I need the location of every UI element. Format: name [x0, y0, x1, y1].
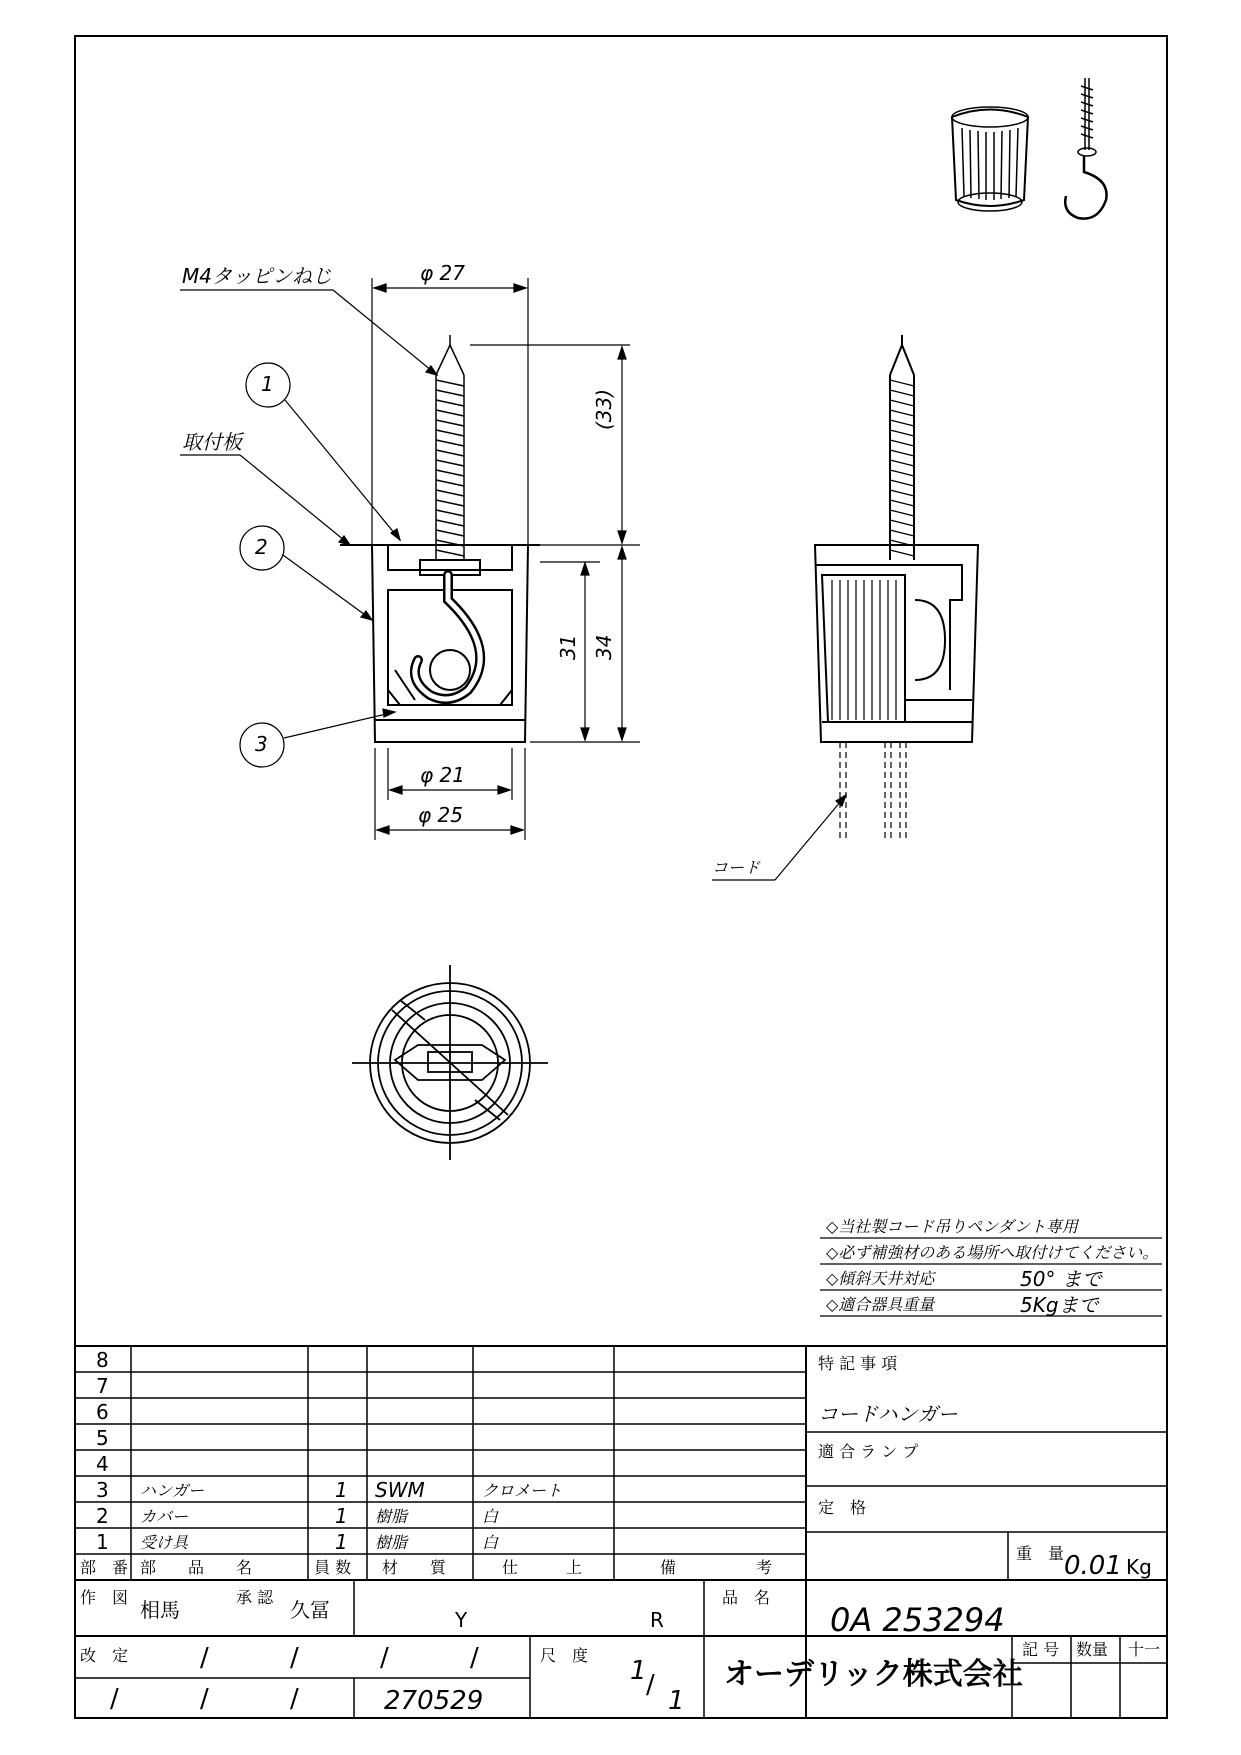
weight-unit: Kg: [1126, 1555, 1152, 1579]
dimension-34-label: 34: [592, 634, 616, 660]
row-7-no: 7: [96, 1374, 109, 1398]
row-1-finish: 白: [482, 1533, 499, 1552]
drawn-name: 相馬: [140, 1598, 180, 1622]
company-name: オーデリック株式会社: [724, 1657, 1023, 1692]
header-name: 部 品 名: [140, 1558, 253, 1577]
dimension-33-label: (33): [592, 388, 616, 430]
revision-slash-2: /: [290, 1643, 299, 1673]
balloon-3-label: 3: [255, 732, 268, 756]
dimension-lines: [372, 278, 640, 840]
row-5-no: 5: [96, 1426, 109, 1450]
row-1-qty: 1: [335, 1530, 348, 1554]
approved-label: 承 認: [236, 1588, 274, 1607]
note-2: ◇必ず補強材のある場所へ取付けてください。: [826, 1243, 1159, 1262]
header-finish: 仕 上: [502, 1558, 583, 1577]
screw-label: M4タッピンねじ: [182, 264, 332, 288]
product-name-label: 品 名: [722, 1588, 771, 1607]
note-3: ◇傾斜天井対応: [826, 1269, 935, 1288]
row-2-no: 2: [96, 1504, 109, 1528]
revision-slash-1: /: [200, 1643, 209, 1673]
row-1-material: 樹脂: [375, 1533, 408, 1552]
note-1: ◇当社製コード吊りペンダント専用: [826, 1217, 1078, 1236]
row-2-name: カバー: [140, 1507, 189, 1526]
row-3-material: SWM: [375, 1478, 425, 1502]
note-3-value: 50° まで: [1020, 1267, 1102, 1291]
hook-screw-thumbnail-icon: [1065, 78, 1106, 219]
approved-name: 久冨: [290, 1598, 330, 1622]
dimension-31-label: 31: [556, 634, 580, 660]
note-4-value: 5Kgまで: [1020, 1293, 1099, 1317]
balloon-2-label: 2: [255, 535, 268, 559]
quantity-label: 数量: [1076, 1640, 1109, 1659]
row-2-finish: 白: [482, 1507, 499, 1526]
revision-slash-7: /: [290, 1684, 299, 1714]
row-1-no: 1: [96, 1530, 109, 1554]
drawn-label: 作 図: [80, 1588, 129, 1607]
header-material: 材 質: [382, 1558, 447, 1577]
r-mark: R: [650, 1608, 664, 1632]
header-no: 部 番: [80, 1558, 129, 1577]
scale-fraction-slash: /: [646, 1670, 655, 1700]
row-3-qty: 1: [335, 1478, 348, 1502]
mounting-plate-label: 取付板: [182, 430, 242, 454]
row-2-qty: 1: [335, 1504, 348, 1528]
weight-value: 0.01: [1064, 1551, 1122, 1581]
leader-lines: [180, 290, 846, 880]
revision-date: 270529: [384, 1686, 484, 1716]
row-3-finish: クロメート: [482, 1481, 563, 1500]
row-4-no: 4: [96, 1452, 109, 1476]
special-notes-label: 特 記 事 項: [818, 1354, 898, 1373]
hanger-bottom-view: [352, 965, 548, 1160]
y-mark: Y: [455, 1608, 468, 1632]
dimension-27-label: φ 27: [420, 261, 465, 285]
scale-numerator: 1: [630, 1656, 647, 1686]
revision-slash-6: /: [200, 1684, 209, 1714]
revision-label: 改 定: [80, 1646, 129, 1665]
row-3-name: ハンガー: [140, 1481, 205, 1500]
scale-denominator: 1: [668, 1686, 685, 1716]
product-code: 0A 253294: [830, 1601, 1005, 1639]
note-4: ◇適合器具重量: [826, 1295, 935, 1314]
row-2-material: 樹脂: [375, 1507, 408, 1526]
plusminus-label: 十一: [1128, 1640, 1161, 1659]
cord-label: コード: [712, 858, 761, 877]
special-notes-value: コードハンガー: [818, 1402, 958, 1426]
symbol-label: 記 号: [1022, 1640, 1060, 1659]
row-6-no: 6: [96, 1400, 109, 1424]
revision-slash-4: /: [470, 1643, 479, 1673]
row-8-no: 8: [96, 1348, 109, 1372]
cord-lines: [840, 742, 906, 840]
lamp-label: 適 合 ラ ン プ: [818, 1442, 919, 1461]
hanger-cover-thumbnail-icon: [952, 107, 1028, 211]
dimension-21-label: φ 21: [420, 763, 465, 787]
weight-label: 重 量: [1016, 1544, 1065, 1563]
screw-front-view: [436, 335, 464, 560]
balloon-1-label: 1: [261, 372, 274, 396]
hanger-side-view: [815, 335, 978, 742]
dimension-25-label: φ 25: [418, 803, 463, 827]
header-remarks: 備 考: [660, 1558, 773, 1577]
rating-label: 定 格: [818, 1498, 867, 1517]
revision-slash-3: /: [380, 1643, 389, 1673]
row-3-no: 3: [96, 1478, 109, 1502]
scale-label: 尺 度: [540, 1646, 589, 1665]
revision-slash-5: /: [110, 1684, 119, 1714]
row-1-name: 受け具: [140, 1533, 189, 1552]
header-qty: 員 数: [314, 1558, 352, 1577]
